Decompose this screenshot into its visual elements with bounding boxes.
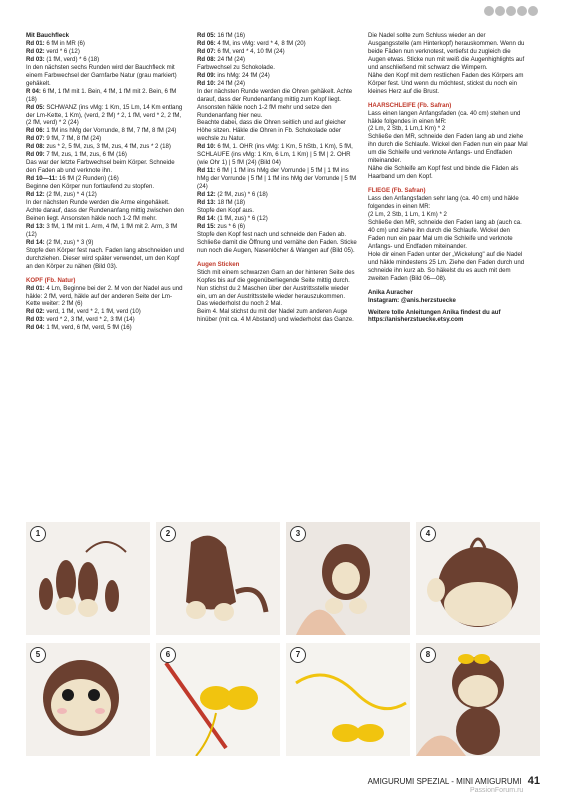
instruction-round [26,308,186,316]
round-text: SCHWANZ (ins vMg: 1 Km, 15 Lm, 14 Km entlang der Lm-Kette, 1 Km), (verd, 2 fM) * 2, 1 fM, verd * 2, 2 fM, (2 fM, verd) * 2 (24) [26,103,183,127]
instruction-round [26,316,186,324]
rating-dot-icon [517,6,527,16]
paragraph: Stopfe den Kopf fest nach und schneide den Faden ab. Schließe damit die Öffnung und vernähe den Faden. Sticke nun noch die Augen, Nasenlöcher & Wangen auf (Bild 05). [197,230,357,254]
paragraph: Hole dir einen Faden unter der „Wickelung" auf die Nadel und häkle mindestens 25 Lm. Ziehe den Faden durch und schneide ihn kurz ab. So häkelst du es auch mit dem zweiten Faden (Bild 06—08). [368,250,525,282]
round-label: Rd 13: [197,199,216,207]
photo-3 [286,522,410,635]
round-text: 6 fM | 1 fM ins hMg der Vorrunde | 5 fM | 1 fM ins hMg der Vorrunde | 5 fM | 1 fM ins hMg der Vorrunde | 5 fM (24) [197,167,357,191]
paragraph: Das war der letzte Farbwechsel beim Körper. Schneide den Faden ab und verknote ihn. [26,159,175,175]
paragraph: Stich mit einem schwarzen Garn an der hinteren Seite des Kopfes bis auf die gegenüberliegende Seite mittig durch. Nun stichst du 2 Maschen über der Austrittsstelle wieder ein, um an der Austrittsstelle wieder herauszukommen. [197,268,355,300]
instruction-round [26,127,186,135]
round-text: 6 fM in MR (6) [44,39,85,47]
section-heading: Weitere tolle Anleitungen Anika findest du auf https://anisherzstuecke.etsy.com [368,308,501,324]
instruction-round [197,191,357,199]
text-column-3 [368,32,528,324]
paragraph: Lass den Anfangsfaden sehr lang (ca. 40 cm) und häkle folgendes in einen MR: [368,195,519,211]
round-text: 6 fM, 1 fM mit 1. Bein, 4 fM, 1 fM mit 2. Bein, 6 fM (18) [26,87,177,103]
monkey-body-hand-photo-icon [286,522,410,635]
paragraph: (2 Lm, 2 Stb, 1 Lm, 1 Km) * 2 [368,211,447,219]
paragraph: Farbwechsel zu Schokolade. [197,63,275,71]
monkey-face-photo-icon [26,643,150,756]
round-text: zus * 2, 5 fM, zus, 3 fM, zus, 4 fM, zus * 2 (18) [44,143,171,151]
round-label: Rd 05: [197,32,216,39]
round-text: 24 fM (24) [215,79,246,87]
round-text: 18 fM (18) [215,199,246,207]
photo-5 [26,643,150,756]
round-label: Rd 03: [26,316,45,324]
round-label: Rd 14: [26,238,45,246]
rating-dot-icon [495,6,505,16]
instruction-round [26,151,186,159]
page-footer [300,775,540,787]
instruction-round [26,175,186,183]
paragraph: Beginne den Körper nun fortlaufend zu stopfen. [26,183,155,191]
monkey-body-tail-photo-icon [156,522,280,635]
instruction-round [26,285,186,309]
paragraph: Nähe den Kopf mit dem restlichen Faden des Körpers am Körper fest. Und wenn du möchtest, stickst du noch ein kleines Herz auf die Brust. [368,71,524,95]
instruction-round [26,135,186,143]
round-label: Rd 12: [197,191,216,199]
photo-4 [416,522,540,635]
round-label: Rd 01: [26,284,45,292]
instruction-round [197,143,357,167]
round-text: ins hMg: 24 fM (24) [215,71,270,79]
photo-number: 1 [30,526,46,542]
section-heading: Instagram: @anis.herzstuecke [368,296,456,304]
instruction-round [197,199,357,207]
round-text: (1 fM, zus) * 6 (12) [215,214,268,222]
round-text: 16 fM (2 Runden) (16) [57,175,119,183]
photo-1 [26,522,150,635]
round-label: Rd 01: [26,39,45,47]
instruction-round [26,239,186,247]
instruction-round [26,40,186,48]
rating-dot-icon [484,6,494,16]
round-label: Rd 04: [26,324,45,332]
photo-number: 2 [160,526,176,542]
round-label: Rd 03: [26,55,45,63]
round-label: Rd 02: [26,308,45,316]
photo-number: 8 [420,647,436,663]
finished-monkey-bow-photo-icon [416,643,540,756]
instruction-round [197,40,357,48]
round-text: (2 fM, zus) * 6 (18) [215,191,268,199]
round-text: verd * 2, 3 fM, verd * 2, 3 fM (14) [44,316,135,324]
monkey-head-loop-photo-icon [416,522,540,635]
rating-dot-icon [506,6,516,16]
round-text: 9 fM, 7 fM, 8 fM (24) [44,135,102,143]
paragraph: Beim 4. Mal stichst du mit der Nadel zum anderen Auge hinüber (mit ca. 4 M Abstand) und wiederholst das Ganze. [197,308,354,324]
round-label: Rd 13: [26,222,45,230]
paragraph: Stopfe den Kopf aus. [197,206,254,214]
photo-number: 3 [290,526,306,542]
round-text: 3 fM, 1 fM mit 1. Arm, 4 fM, 1 fM mit 2. Arm, 3 fM (12) [26,222,178,238]
round-label: Rd 09: [197,71,216,79]
section-heading: Augen Sticken [197,260,240,268]
paragraph: Beachte dabei, dass die Ohren seitlich und auf gleicher Höhe sitzen. Häkle die Ohren in Fb. Schokolade oder wechsle zu Natur. [197,119,347,143]
round-text: 6 fM, 1. OHR (ins vMg: 1 Km, 5 hStb, 1 Km), 5 fM, SCHLAUFE (ins vMg: 1 Km, 6 Lm, 1 Km) | 5 fM | 2. OHR (wie Ohr 1) | 5 fM (24) (Bild 04) [197,143,353,167]
instruction-round [197,223,357,231]
instruction-round [26,191,186,199]
round-text: zus * 6 (6) [215,222,246,230]
round-label: Rd 02: [26,47,45,55]
round-label: Rd 12: [26,191,45,199]
text-column-2 [197,32,357,324]
round-text: verd * 6 (12) [44,47,80,55]
paragraph: In der nächsten Runde werden die Arme eingehäkelt. Achte darauf, dass der Rundenanfang mittig zwischen den Beinen liegt. Ansonsten häkle noch 1-2 fM mehr. [26,199,184,222]
instruction-round [26,56,186,64]
round-text: 1 fM ins hMg der Vorrunde, 8 fM, 7 fM, 8 fM (24) [44,127,177,135]
round-label: Rd 05: [26,103,45,111]
paragraph: (2 Lm, 2 Stb, 1 Lm,1 Km) * 2 [368,125,446,133]
instruction-round [197,80,357,88]
paragraph: Schließe den MR, schneide den Faden lang ab (auch ca. 40 cm) und ziehe ihn durch die Schlaufe. Wickel den Faden nun ein paar Mal um die Schleife und verknote Anfangs- und Endfaden miteinander. [368,218,522,250]
photo-6 [156,643,280,756]
round-text: 4 Lm, Beginne bei der 2. M von der Nadel aus und häkle: 2 fM, verd, häkle auf der anderen Seite der Lm-Kette weiter: 2 fM (6) [26,284,183,308]
paragraph: Das wiederholst du noch 2 Mal. [197,300,283,308]
photo-8 [416,643,540,756]
round-text: (2 fM, zus) * 4 (12) [44,191,97,199]
instruction-round [26,48,186,56]
instruction-round [197,167,357,191]
round-text: 6 fM, verd * 4, 10 fM (24) [215,47,285,55]
instruction-round [26,324,186,332]
instruction-round [197,56,357,64]
instruction-round [197,48,357,56]
round-text: 24 fM (24) [215,55,246,63]
paragraph: Nähe die Schleife am Kopf fest und binde die Fäden als Haarband um den Kopf. [368,165,519,181]
paragraph: Lass einen langen Anfangsfaden (ca. 40 cm) stehen und häkle folgendes in einen MR: [368,109,521,125]
round-text: (1 fM, verd) * 6 (18) [44,55,100,63]
instruction-round [26,104,186,128]
round-label: Rd 08: [197,55,216,63]
paragraph: Die Nadel sollte zum Schluss wieder an der Ausgangsstelle (am Hinterkopf) herauskommen. Wenn du beide Fäden nun verknotest, vertiefst du zugleich die Augen etwas. Sticke nun mit weiß die Augenhighlights auf und anschließend mit schwarz die Wimpern. [368,32,525,71]
round-label: Rd 06: [197,39,216,47]
round-label: R 04: [26,87,41,95]
photo-number: 7 [290,647,306,663]
photo-7 [286,643,410,756]
instruction-round [197,215,357,223]
round-label: Rd 10: [197,143,216,151]
round-text: 16 fM (16) [215,32,246,39]
round-label: Rd 11: [197,167,216,175]
photo-grid [26,522,540,756]
instruction-round [26,88,186,104]
monkey-legs-arms-photo-icon [26,522,150,635]
section-heading: FLIEGE (Fb. Safran) [368,187,426,195]
round-label: Rd 14: [197,214,216,222]
yellow-bow-chain-photo-icon [286,643,410,756]
photo-2 [156,522,280,635]
paragraph: Stopfe den Körper fest nach. Faden lang abschneiden und durchziehen. Dieser wird später verwendet, um den Kopf an den Körper zu nähen (Bild 03). [26,246,184,270]
instruction-round [197,32,357,40]
photo-number: 6 [160,647,176,663]
round-label: Rd 07: [26,135,45,143]
instruction-round [197,72,357,80]
page-number: 41 [527,775,540,787]
round-text: 7 fM, zus, 1 fM, zus, 6 fM (16) [44,151,127,159]
round-label: Rd 15: [197,222,216,230]
yellow-bow-crochet-hook-photo-icon [156,643,280,756]
round-label: Rd 10: [197,79,216,87]
round-text: verd, 1 fM, verd * 2, 1 fM, verd (10) [44,308,141,316]
instruction-round [26,223,186,239]
paragraph: In den nächsten sechs Runden wird der Bauchfleck mit einem Farbwechsel der Garnfarbe Natur (grau markiert) gehäkelt. [26,63,177,87]
section-heading: KOPF (Fb. Natur) [26,276,76,284]
watermark: PassionForum.ru [470,787,524,794]
instruction-round [26,143,186,151]
round-label: Rd 06: [26,127,45,135]
round-text: (2 fM, zus) * 3 (9) [44,238,94,246]
round-text: 1 fM, verd, 6 fM, verd, 5 fM (16) [44,324,132,332]
round-label: Rd 07: [197,47,216,55]
photo-number: 5 [30,647,46,663]
round-text: 4 fM, ins vMg: verd * 4, 8 fM (20) [215,39,306,47]
round-label: Rd 08: [26,143,45,151]
round-label: Rd 09: [26,151,45,159]
text-column-1 [26,32,186,332]
section-heading: Mit Bauchfleck [26,32,70,39]
photo-number: 4 [420,526,436,542]
paragraph: In der nächsten Runde werden die Ohren gehäkelt. Achte darauf, dass der Rundenanfang mittig zum Kopf liegt. Ansonsten häkle noch 1-2 fM mehr und setze den Rundenanfang hier neu. [197,87,353,119]
footer-label: AMIGURUMI SPEZIAL - MINI AMIGURUMI [367,777,522,786]
section-heading: HAARSCHLEIFE (Fb. Safran) [368,101,452,109]
round-label: Rd 10—11: [26,175,58,183]
difficulty-icons [484,6,538,16]
paragraph: Schließe den MR, schneide den Faden lang ab und ziehe ihn durch die Schlaufe. Wickel den Faden nun ein paar Mal um die Schleife und verknote Anfangs- und Endfaden miteinander. [368,133,528,165]
section-heading: Anika Auracher [368,288,413,296]
rating-dot-icon [528,6,538,16]
